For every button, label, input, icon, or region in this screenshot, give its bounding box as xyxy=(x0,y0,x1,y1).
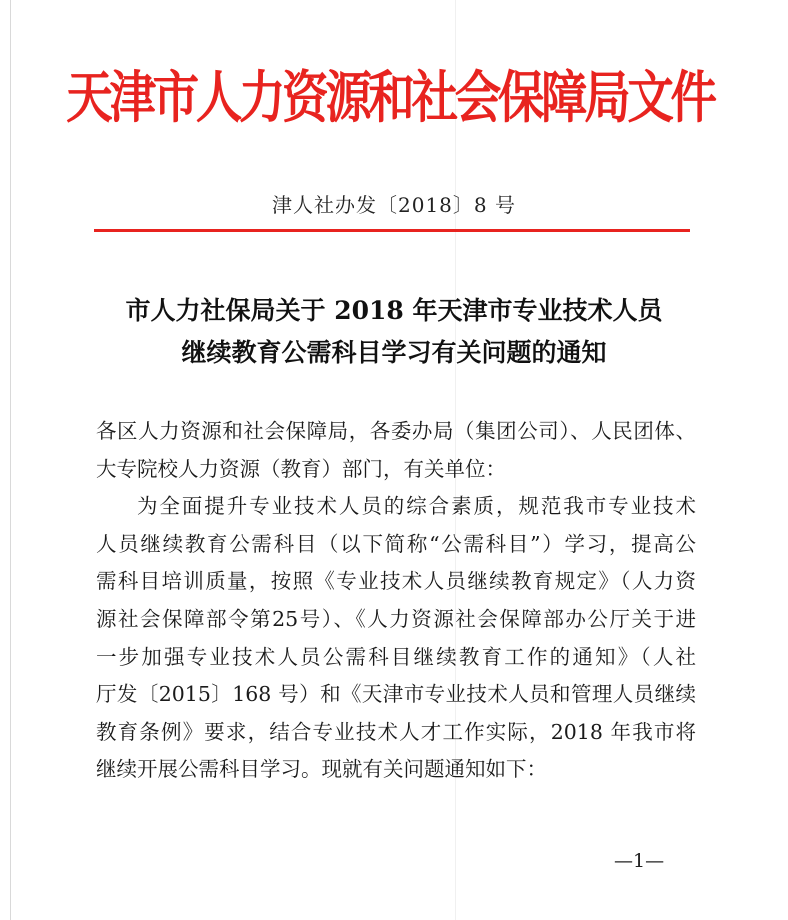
body-line: 需科目培训质量，按照《专业技术人员继续教育规定》（人力资 xyxy=(96,569,696,594)
page-edge-line xyxy=(10,0,11,920)
body-line: 教育条例》要求，结合专业技术人才工作实际，2018 年我市将 xyxy=(96,719,696,744)
page-number: —1— xyxy=(614,850,665,872)
body-line: 继续开展公需科目学习。现就有关问题通知如下： xyxy=(96,757,547,782)
body-line: 人员继续教育公需科目（以下简称“公需科目”）学习，提高公 xyxy=(96,531,696,556)
body-line: 厅发〔2015〕168 号）和《天津市专业技术人员和管理人员继续 xyxy=(96,682,696,707)
masthead-title: 天津市人力资源和社会保障局文件 xyxy=(66,65,714,131)
body-line: 一步加强专业技术人员公需科目继续教育工作的通知》（人社 xyxy=(96,644,696,669)
notice-title-line-1: 市人力社保局关于 2018 年天津市专业技术人员 xyxy=(125,296,663,325)
notice-title-line-2: 继续教育公需科目学习有关问题的通知 xyxy=(181,338,607,367)
body-line: 各区人力资源和社会保障局，各委办局（集团公司）、人民团体、 xyxy=(96,419,696,443)
document-number: 津人社办发〔2018〕8 号 xyxy=(272,193,516,217)
notice-body xyxy=(96,413,696,789)
red-divider-line xyxy=(94,229,690,232)
notice-title xyxy=(60,290,728,374)
body-line: 源社会保障部令第25号）、《人力资源社会保障部办公厅关于进 xyxy=(96,606,696,631)
body-line: 为全面提升专业技术人员的综合素质，规范我市专业技术 xyxy=(137,494,696,519)
body-line: 大专院校人力资源（教育）部门，有关单位： xyxy=(96,456,506,481)
